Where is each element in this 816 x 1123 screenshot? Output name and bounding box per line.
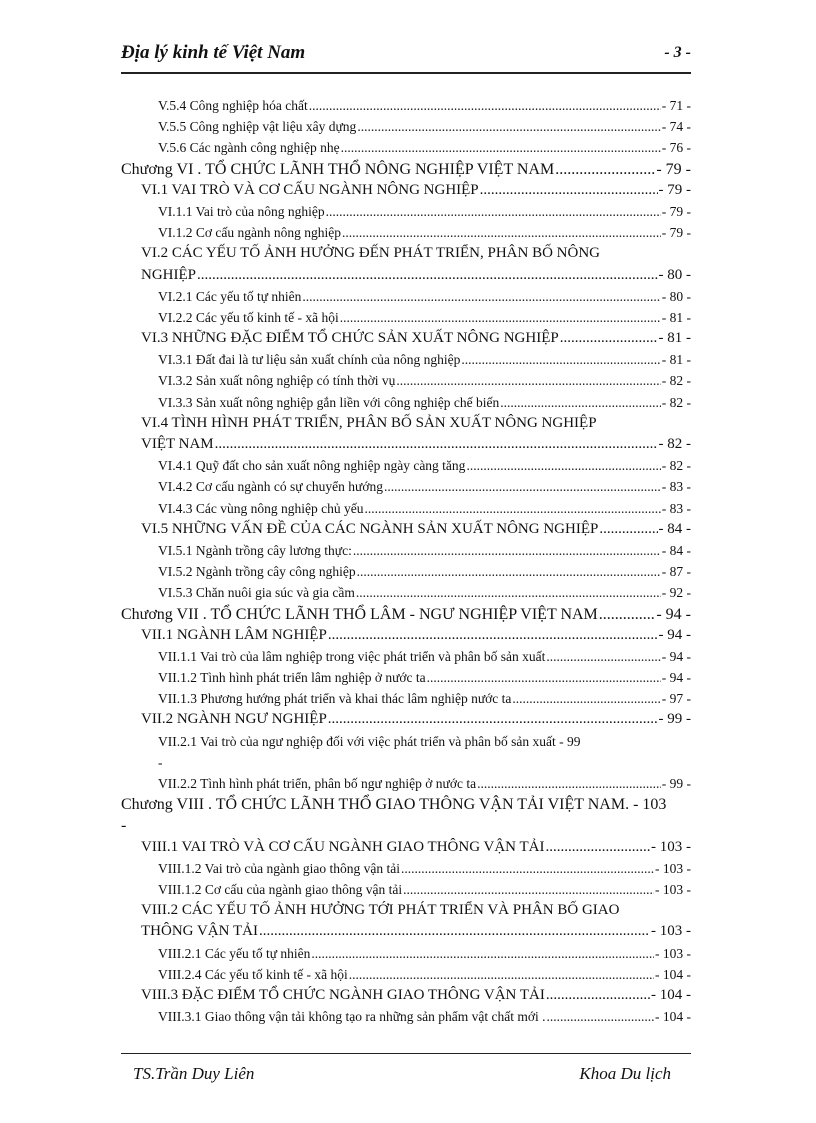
dot-leader (560, 328, 658, 349)
toc-entry-row (158, 582, 691, 603)
toc-page-number: - 87 - (661, 564, 691, 580)
dot-leader (326, 201, 661, 222)
toc-entry-row (158, 561, 691, 582)
toc-entry-row (158, 476, 691, 497)
toc-entry[interactable] (121, 498, 691, 519)
toc-entry-text: VIII.3.1 Giao thông vận tải không tạo ra những sản phẩm vật chất mới . (158, 1009, 546, 1025)
toc-entry[interactable] (121, 561, 691, 582)
toc-entry-row (141, 180, 691, 201)
toc-entry-text: Chương VII . TỔ CHỨC LÃNH THỔ LÂM - NGƯ NGHIỆP VIỆT NAM (121, 605, 598, 623)
dot-leader (342, 222, 661, 243)
toc-entry-text: VI.5.2 Ngành trồng cây công nghiệp (158, 564, 356, 580)
toc-page-number: - 80 - (658, 266, 691, 283)
toc-entry[interactable] (121, 1006, 691, 1027)
toc-entry[interactable] (121, 519, 691, 540)
toc-page-number: - 74 - (661, 119, 691, 135)
toc-entry[interactable] (121, 858, 691, 879)
toc-entry-row (141, 921, 691, 942)
toc-page-number: - 103 - (651, 838, 691, 855)
dot-leader (545, 837, 650, 858)
toc-page-number: - 82 - (661, 394, 691, 410)
toc-entry[interactable] (121, 201, 691, 222)
toc-entry-row (158, 858, 691, 879)
toc-entry-row (158, 392, 691, 413)
toc-entry-row (158, 370, 691, 391)
toc-entry-text-line1: VII.2.1 Vai trò của ngư nghiệp đối với việc phát triển và phân bố sản xuất - 99 (158, 733, 581, 749)
toc-page-number: - 81 - (658, 330, 691, 347)
toc-page-number: - 79 - (656, 160, 691, 178)
toc-entry-row (158, 307, 691, 328)
dot-leader (396, 370, 660, 391)
dot-leader (546, 646, 660, 667)
toc-entry-row (158, 95, 691, 116)
toc-entry-text-line1: VI.2 CÁC YẾU TỐ ẢNH HƯỞNG ĐẾN PHÁT TRIỂN, PHÂN BỐ NÔNG (141, 245, 601, 262)
toc-page-number: - 84 - (658, 520, 691, 537)
toc-entry[interactable] (121, 900, 691, 942)
toc-entry-row (141, 328, 691, 349)
toc-page-number: - 76 - (661, 140, 691, 156)
dot-leader (599, 604, 656, 625)
toc-entry[interactable] (121, 222, 691, 243)
dot-leader (311, 943, 654, 964)
dot-leader (500, 392, 661, 413)
toc-entry[interactable] (121, 582, 691, 603)
toc-entry-row (121, 604, 691, 625)
toc-page-number: - 83 - (661, 479, 691, 495)
dot-leader (328, 625, 658, 646)
dot-leader (477, 773, 661, 794)
toc-entry-text: VII.1.1 Vai trò của lâm nghiệp trong việc phát triển và phân bố sản xuất (158, 648, 546, 664)
toc-entry[interactable] (121, 116, 691, 137)
toc-entry-text: V.5.4 Công nghiệp hóa chất (158, 98, 308, 113)
toc-entry[interactable] (121, 667, 691, 688)
dot-leader (356, 582, 661, 603)
toc-page-number: - 94 - (658, 626, 691, 643)
toc-entry-text: VI.3.3 Sản xuất nông nghiệp gắn liền với công nghiệp chế biến (158, 394, 500, 410)
toc-entry[interactable] (121, 837, 691, 858)
toc-entry-text: - (121, 817, 127, 835)
toc-entry-text: VII.2.2 Tình hình phát triển, phân bố ngư nghiệp ở nước ta (158, 776, 477, 792)
toc-page-number: - 94 - (661, 670, 691, 686)
toc-entry-text: Chương VI . TỔ CHỨC LÃNH THỔ NÔNG NGHIỆP VIỆT NAM (121, 160, 555, 178)
dot-leader (512, 688, 660, 709)
toc-page-number: - 71 - (661, 98, 691, 113)
toc-entry-row (158, 667, 691, 688)
toc-page-number: - 92 - (661, 585, 691, 601)
toc-page-number: - 94 - (656, 605, 691, 623)
toc-entry-text: VIII.3 ĐẶC ĐIỂM TỔ CHỨC NGÀNH GIAO THÔNG VẬN TẢI (141, 986, 545, 1003)
toc-entry-text: VII.1 NGÀNH LÂM NGHIỆP (141, 626, 327, 643)
toc-entry-row (158, 646, 691, 667)
dot-leader (555, 159, 655, 180)
toc-entry[interactable] (121, 964, 691, 985)
toc-entry-text-line1: VI.4 TÌNH HÌNH PHÁT TRIỂN, PHÂN BỐ SẢN XUẤT NÔNG NGHIỆP (141, 414, 597, 431)
toc-entry[interactable] (121, 985, 691, 1006)
document-title: Địa lý kinh tế Việt Nam (121, 42, 306, 63)
dot-leader (197, 265, 658, 286)
toc-entry-text: V.5.6 Các ngành công nghiệp nhẹ (158, 140, 340, 156)
toc-entry-text: VI.4.2 Cơ cấu ngành có sự chuyển hướng (158, 479, 383, 495)
dot-leader (302, 286, 660, 307)
toc-page-number: - 94 - (661, 648, 691, 664)
toc-entry[interactable] (121, 773, 691, 794)
toc-entry-text: VI.3.1 Đất đai là tư liệu sản xuất chính của nông nghiệp (158, 352, 461, 368)
toc-page-number: - 99 - (658, 711, 691, 728)
toc-entry[interactable] (121, 349, 691, 370)
toc-entry-row (158, 1006, 691, 1027)
toc-entry-text: THÔNG VẬN TẢI (141, 923, 258, 940)
toc-entry-row (141, 265, 691, 286)
toc-entry[interactable] (121, 413, 691, 455)
toc-entry-row (141, 434, 691, 455)
toc-page-number: - 103 - (655, 860, 691, 876)
toc-entry[interactable] (121, 286, 691, 307)
toc-entry[interactable] (121, 688, 691, 709)
toc-entry-row (158, 540, 691, 561)
dot-leader (349, 964, 654, 985)
dot-leader (328, 709, 658, 730)
dot-leader (401, 858, 654, 879)
dot-leader (341, 137, 661, 158)
dot-leader (340, 307, 661, 328)
toc-page-number: - 79 - (661, 203, 691, 219)
toc-page-number: - 79 - (658, 181, 691, 198)
toc-entry-text-line1: VIII.2 CÁC YẾU TỐ ẢNH HƯỞNG TỚI PHÁT TRIỂN VÀ PHÂN BỐ GIAO (141, 902, 620, 919)
toc-entry-row (141, 519, 691, 540)
toc-entry-text: VII.1.2 Tình hình phát triển lâm nghiệp ở nước ta (158, 670, 426, 686)
toc-entry-text: VI.5 NHỮNG VẤN ĐỀ CỦA CÁC NGÀNH SẢN XUẤT NÔNG NGHIỆP (141, 520, 599, 537)
dot-leader (309, 95, 661, 116)
toc-entry[interactable] (121, 243, 691, 285)
toc-entry-text: VI.4.3 Các vùng nông nghiệp chủ yếu (158, 500, 364, 516)
toc-entry-row (141, 709, 691, 730)
toc-entry-row (158, 773, 691, 794)
dot-leader (461, 349, 660, 370)
toc-page-number: - 104 - (651, 986, 691, 1003)
toc-entry-row (158, 137, 691, 158)
footer-department: Khoa Du lịch (579, 1064, 671, 1083)
toc-entry-text: VII.2 NGÀNH NGƯ NGHIỆP (141, 711, 327, 728)
toc-entry[interactable] (121, 328, 691, 349)
toc-entry-text: VIII.1 VAI TRÒ VÀ CƠ CẤU NGÀNH GIAO THÔNG VẬN TẢI (141, 838, 545, 855)
toc-entry[interactable] (121, 137, 691, 158)
dot-leader (466, 455, 660, 476)
toc-page-number: - 82 - (658, 436, 691, 453)
toc-entry-row (158, 879, 691, 900)
toc-page-number: - 97 - (661, 691, 691, 707)
dot-leader (384, 476, 661, 497)
toc-page-number: - 103 - (655, 945, 691, 961)
toc-page-number: - 103 - (651, 923, 691, 940)
toc-entry-text: VI.4.1 Quỹ đất cho sản xuất nông nghiệp ngày càng tăng (158, 458, 466, 474)
toc-entry[interactable] (121, 731, 691, 773)
toc-entry-text: VI.1.1 Vai trò của nông nghiệp (158, 203, 325, 219)
toc-page-number: - 104 - (655, 1009, 691, 1025)
toc-entry-text: - (158, 754, 163, 770)
toc-entry[interactable] (121, 370, 691, 391)
toc-entry-text: VI.3 NHỮNG ĐẶC ĐIỂM TỔ CHỨC SẢN XUẤT NÔNG NGHIỆP (141, 330, 559, 347)
toc-entry-text: V.5.5 Công nghiệp vật liệu xây dựng (158, 119, 357, 135)
toc-entry-text: VI.1 VAI TRÒ VÀ CƠ CẤU NGÀNH NÔNG NGHIỆP (141, 181, 479, 198)
toc-entry-row (158, 943, 691, 964)
toc-page-number: - 104 - (655, 966, 691, 982)
dot-leader (259, 921, 650, 942)
toc-entry-text: VI.5.3 Chăn nuôi gia súc và gia cầm (158, 585, 355, 601)
toc-entry[interactable] (121, 159, 691, 180)
toc-entry[interactable] (121, 709, 691, 730)
toc-entry-row (158, 752, 691, 773)
page-header (121, 38, 691, 74)
toc-entry[interactable] (121, 540, 691, 561)
toc-entry[interactable] (121, 879, 691, 900)
toc-entry[interactable] (121, 943, 691, 964)
toc-entry-text: VI.3.2 Sản xuất nông nghiệp có tính thời vụ (158, 373, 396, 389)
toc-entry[interactable] (121, 625, 691, 646)
toc-entry-text: VIII.2.1 Các yếu tố tự nhiên (158, 945, 311, 961)
dot-leader (403, 879, 654, 900)
toc-entry-text: VIỆT NAM (141, 436, 214, 453)
toc-entry-row (121, 159, 691, 180)
toc-entry[interactable] (121, 392, 691, 413)
toc-entry[interactable] (121, 95, 691, 116)
toc-page-number: - 81 - (661, 352, 691, 368)
dot-leader (480, 180, 658, 201)
toc-entry[interactable] (121, 307, 691, 328)
dot-leader (546, 985, 650, 1006)
page-footer (121, 1053, 691, 1083)
page-number: - 3 - (664, 44, 691, 61)
dot-leader (357, 116, 660, 137)
toc-page-number: - 82 - (661, 373, 691, 389)
toc-entry-row (158, 201, 691, 222)
toc-page-number: - 84 - (661, 542, 691, 558)
toc-entry-text: VI.1.2 Cơ cấu ngành nông nghiệp (158, 225, 341, 241)
toc-page-number: - 99 - (661, 776, 691, 792)
toc-page-number: - 82 - (661, 458, 691, 474)
dot-leader (364, 498, 660, 519)
toc-entry-text: VI.2.2 Các yếu tố kinh tế - xã hội (158, 309, 339, 325)
dot-leader (547, 1006, 655, 1027)
toc-entry-text: VI.5.1 Ngành trồng cây lương thực: (158, 542, 352, 558)
toc-entry-row (121, 815, 691, 836)
dot-leader (215, 434, 658, 455)
toc-entry-row (141, 985, 691, 1006)
toc-entry[interactable] (121, 180, 691, 201)
toc-page-number: - 80 - (661, 288, 691, 304)
toc-entry-row (158, 688, 691, 709)
toc-entry-row (158, 964, 691, 985)
dot-leader (353, 540, 661, 561)
toc-entry-row (158, 455, 691, 476)
toc-entry-text: VIII.1.2 Vai trò của ngành giao thông vận tải (158, 860, 400, 876)
toc-entry-row (141, 625, 691, 646)
toc-entry-text: VIII.1.2 Cơ cấu của ngành giao thông vận tải (158, 882, 403, 897)
toc-entry-row (141, 837, 691, 858)
toc-entry-row (158, 116, 691, 137)
toc-page-number: - 83 - (661, 500, 691, 516)
toc-entry-text: VII.1.3 Phương hướng phát triển và khai thác lâm nghiệp nước ta (158, 691, 512, 707)
toc-entry[interactable] (121, 476, 691, 497)
toc-entry-text: VIII.2.4 Các yếu tố kinh tế - xã hội (158, 966, 348, 982)
toc-entry-row (158, 286, 691, 307)
table-of-contents (121, 95, 691, 1027)
toc-page-number: - 103 - (655, 882, 691, 897)
toc-entry[interactable] (121, 794, 691, 836)
toc-entry[interactable] (121, 455, 691, 476)
toc-entry-row (158, 222, 691, 243)
toc-entry[interactable] (121, 604, 691, 625)
toc-page-number: - 81 - (661, 309, 691, 325)
toc-page-number: - 79 - (661, 225, 691, 241)
dot-leader (357, 561, 661, 582)
footer-author: TS.Trần Duy Liên (133, 1064, 255, 1083)
toc-entry-text-line1: Chương VIII . TỔ CHỨC LÃNH THỔ GIAO THÔNG VẬN TẢI VIỆT NAM. - 103 (121, 796, 667, 814)
toc-entry-row (158, 498, 691, 519)
toc-entry-text: VI.2.1 Các yếu tố tự nhiên (158, 288, 302, 304)
dot-leader (599, 519, 657, 540)
toc-entry-text: NGHIỆP (141, 266, 196, 283)
toc-entry[interactable] (121, 646, 691, 667)
toc-entry-row (158, 349, 691, 370)
dot-leader (427, 667, 661, 688)
